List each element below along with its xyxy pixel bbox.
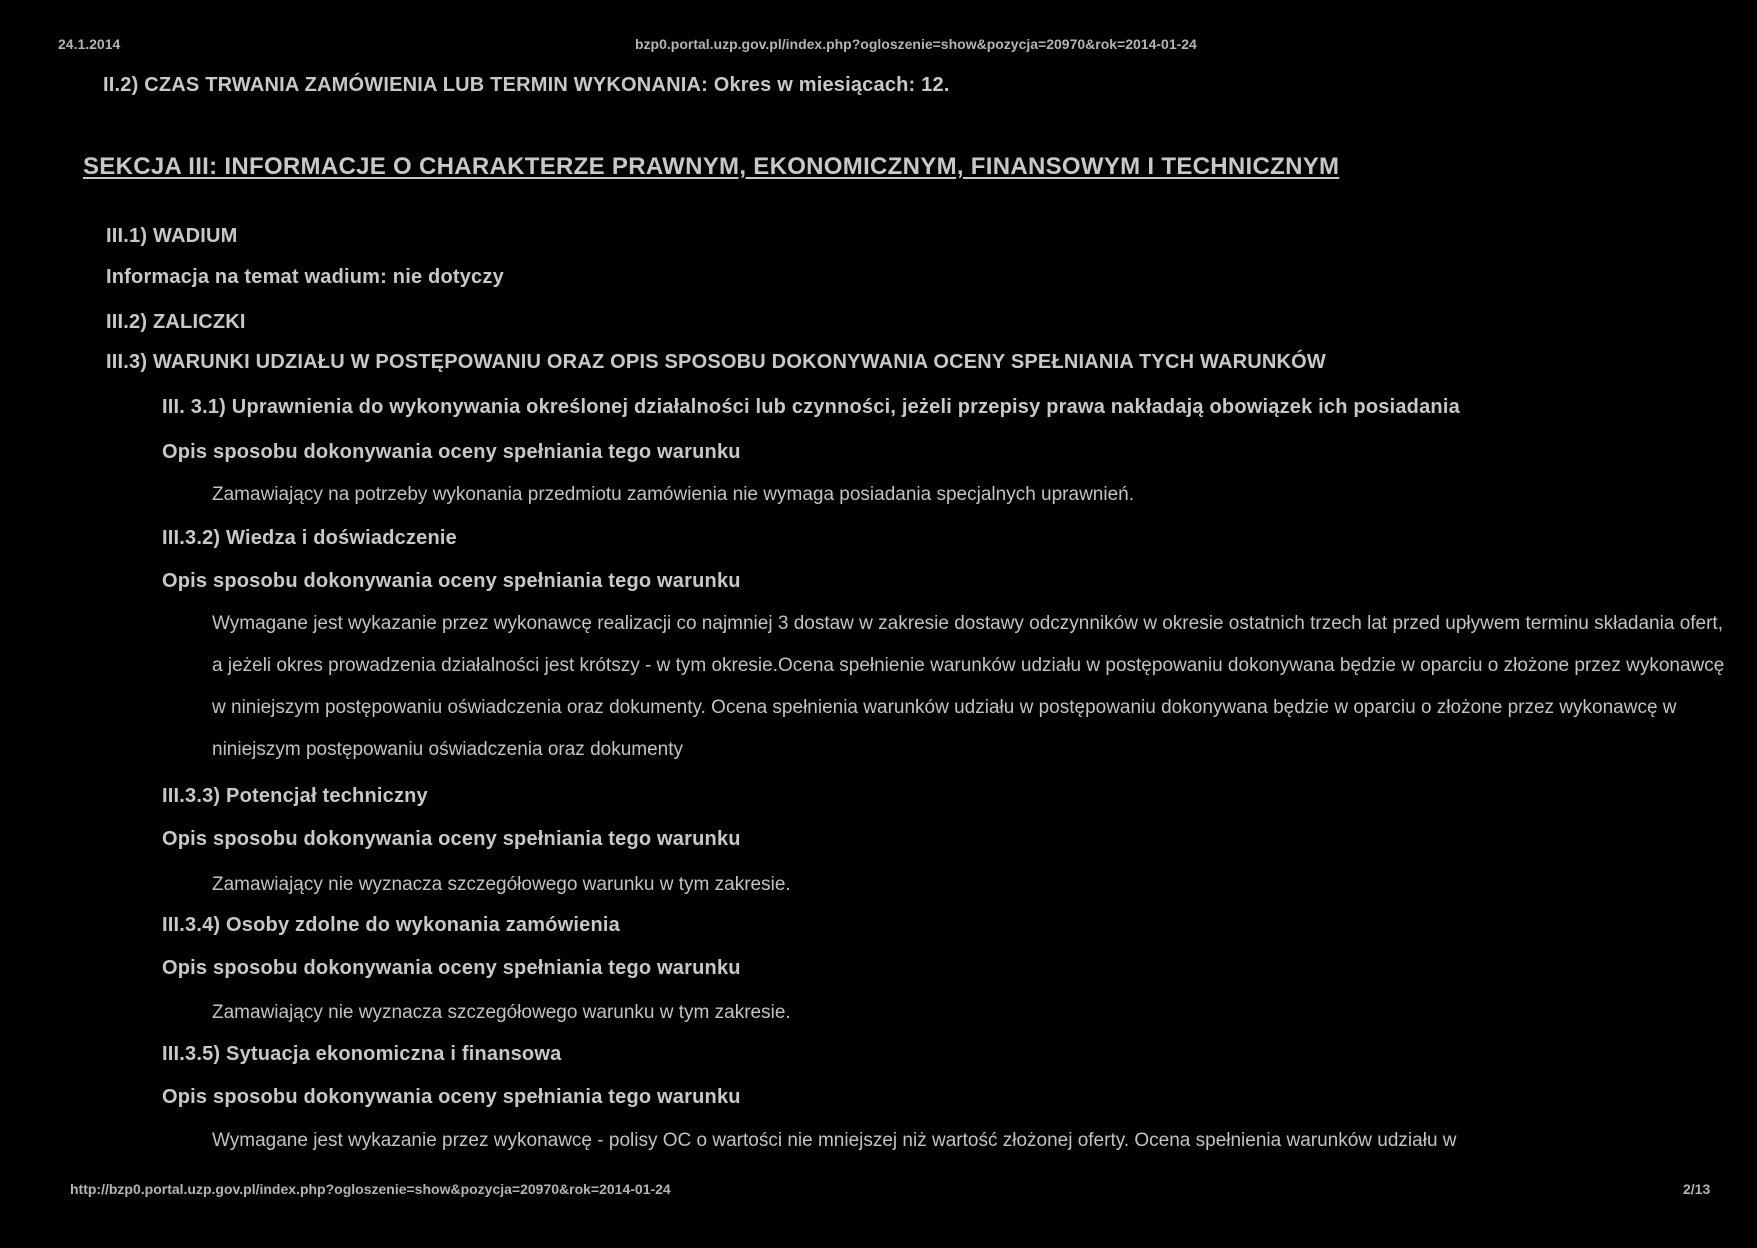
- cond4-opis-label: Opis sposobu dokonywania oceny spełniania tego warunku: [162, 957, 741, 979]
- print-date: 24.1.2014: [58, 36, 121, 52]
- cond2-desc: Wymagane jest wykazanie przez wykonawcę realizacji co najmniej 3 dostaw w zakresie dostawy odczynników w okresie ostatnich trzech lat przed upływem terminu składania ofert, a jeżeli okres prowadzenia działalności jest krótszy - w tym okresie.Ocena spełnienie warunków udziału w postępowaniu dokonywana będzie w oparciu o złożone przez wykonawcę w niniejszym postępowaniu oświadczenia oraz dokumenty. Ocena spełnienia warunków udziału w postępowaniu dokonywana będzie w oparciu o złożone przez wykonawcę w niniejszym postępowaniu oświadczenia oraz dokumenty: [212, 613, 1725, 760]
- cond5-opis-label: Opis sposobu dokonywania oceny spełniania tego warunku: [162, 1086, 741, 1108]
- cond4-heading: III.3.4) Osoby zdolne do wykonania zamówienia: [162, 914, 620, 936]
- cond4-desc: Zamawiający nie wyznacza szczegółowego warunku w tym zakresie.: [212, 1002, 791, 1023]
- cond1-heading: III. 3.1) Uprawnienia do wykonywania określonej działalności lub czynności, jeżeli przepisy prawa nakładają obowiązek ich posiadania: [162, 396, 1460, 418]
- zaliczki-heading: III.2) ZALICZKI: [106, 311, 246, 333]
- duration-line: II.2) CZAS TRWANIA ZAMÓWIENIA LUB TERMIN WYKONANIA: Okres w miesiącach: 12.: [103, 74, 950, 96]
- warunki-heading: III.3) WARUNKI UDZIAŁU W POSTĘPOWANIU ORAZ OPIS SPOSOBU DOKONYWANIA OCENY SPEŁNIANIA TYCH WARUNKÓW: [106, 351, 1327, 373]
- page-number: 2/13: [1683, 1181, 1711, 1197]
- print-url: bzp0.portal.uzp.gov.pl/index.php?ogloszenie=show&pozycja=20970&rok=2014-01-24: [635, 36, 1197, 52]
- cond5-desc: Wymagane jest wykazanie przez wykonawcę - polisy OC o wartości nie mniejszej niż wartość złożonej oferty. Ocena spełnienia warunków udziału w: [212, 1130, 1457, 1151]
- footer-url: http://bzp0.portal.uzp.gov.pl/index.php?ogloszenie=show&pozycja=20970&rok=2014-01-24: [70, 1181, 671, 1197]
- wadium-info: Informacja na temat wadium: nie dotyczy: [106, 266, 504, 288]
- cond3-desc: Zamawiający nie wyznacza szczegółowego warunku w tym zakresie.: [212, 874, 791, 895]
- cond1-opis-label: Opis sposobu dokonywania oceny spełniania tego warunku: [162, 441, 741, 463]
- section-title: SEKCJA III: INFORMACJE O CHARAKTERZE PRAWNYM, EKONOMICZNYM, FINANSOWYM I TECHNICZNYM: [83, 153, 1340, 180]
- cond1-desc: Zamawiający na potrzeby wykonania przedmiotu zamówienia nie wymaga posiadania specjalnych uprawnień.: [212, 484, 1134, 505]
- wadium-heading: III.1) WADIUM: [106, 225, 238, 247]
- cond3-opis-label: Opis sposobu dokonywania oceny spełniania tego warunku: [162, 828, 741, 850]
- cond5-heading: III.3.5) Sytuacja ekonomiczna i finansowa: [162, 1043, 562, 1065]
- cond3-heading: III.3.3) Potencjał techniczny: [162, 785, 428, 807]
- cond2-opis-label: Opis sposobu dokonywania oceny spełniania tego warunku: [162, 570, 741, 592]
- cond2-heading: III.3.2) Wiedza i doświadczenie: [162, 527, 457, 549]
